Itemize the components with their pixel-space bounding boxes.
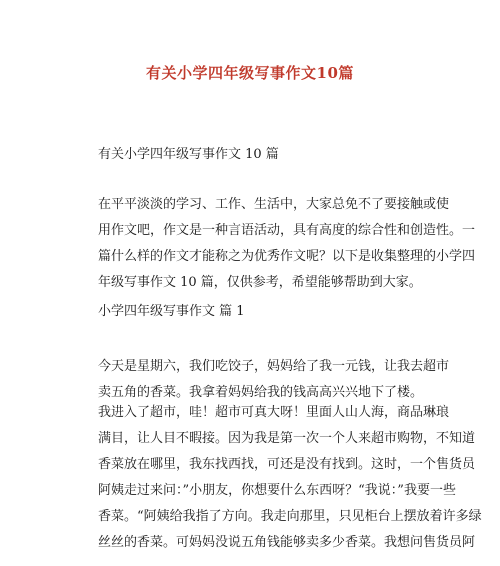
paragraph-line: 丝丝的香菜。可妈妈没说五角钱能够卖多少香菜。我想问售货员阿	[98, 535, 476, 550]
paragraph-line: 在平平淡淡的学习、工作、生活中，大家总免不了要接触或使	[98, 197, 450, 212]
paragraph-line: 我进入了超市，哇！超市可真大呀！里面人山人海，商品琳琅	[98, 405, 450, 420]
paragraph-line: 香菜放在哪里，我东找西找，可还是没有找到。这时，一个售货员	[98, 457, 476, 472]
paragraph-line: 篇什么样的作文才能称之为优秀作文呢？以下是收集整理的小学四	[98, 249, 476, 264]
section-heading: 小学四年级写事作文 篇 1	[98, 304, 245, 319]
paragraph-line: 满目，让人目不暇接。因为我是第一次一个人来超市购物，不知道	[98, 431, 476, 446]
document-subtitle: 有关小学四年级写事作文 10 篇	[98, 147, 279, 162]
paragraph-line: 阿姨走过来问：”小朋友，你想要什么东西呀？“我说：”我要一些	[98, 483, 456, 498]
story-paragraph-1	[98, 354, 450, 406]
paragraph-line: 今天是星期六，我们吃饺子，妈妈给了我一元钱，让我去超市	[98, 359, 450, 374]
story-paragraph-2	[98, 400, 482, 556]
paragraph-line: 年级写事作文 10 篇，仅供参考，希望能够帮助到大家。	[98, 275, 422, 290]
paragraph-line: 卖五角的香菜。我拿着妈妈给我的钱高高兴兴地下了楼。	[98, 385, 424, 400]
paragraph-line: 用作文吧，作文是一种言语活动，具有高度的综合性和创造性。一	[98, 223, 476, 238]
document-title: 有关小学四年级写事作文10篇	[146, 64, 354, 82]
intro-paragraph	[98, 192, 476, 296]
paragraph-line: 香菜。“阿姨给我指了方向。我走向那里，只见柜台上摆放着许多绿	[98, 509, 482, 524]
